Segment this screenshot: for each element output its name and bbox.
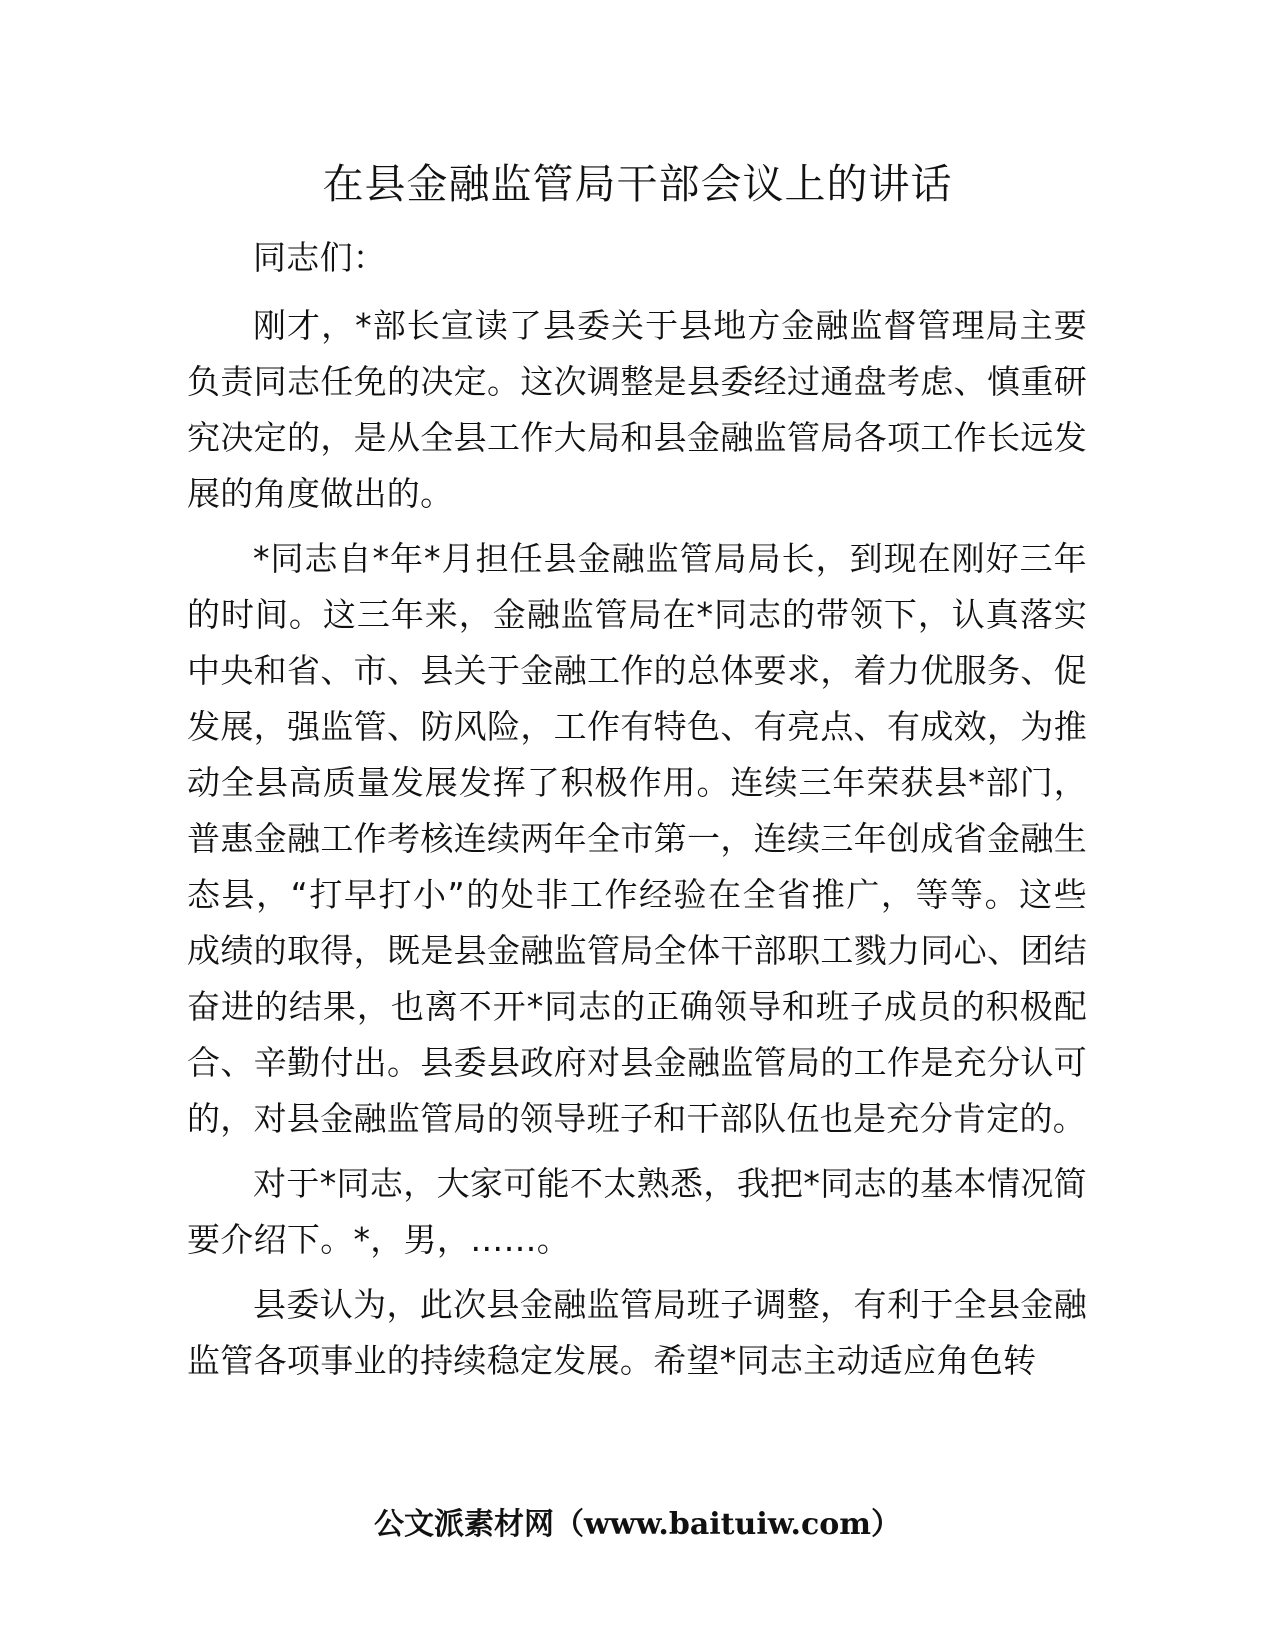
greeting: 同志们： — [253, 238, 387, 277]
paragraph-expectations: 县委认为，此次县金融监管局班子调整，有利于全县金融监管各项事业的持续稳定发展。希望*同志主动适应角色转 — [187, 1285, 1087, 1380]
paragraph-decision: 刚才，*部长宣读了县委关于县地方金融监督管理局主要负责同志任免的决定。这次调整是县委经过通盘考虑、慎重研究决定的，是从全县工作大局和县金融监管局各项工作长远发展的角度做出的。 — [187, 306, 1087, 513]
paragraph-introduction: 对于*同志，大家可能不太熟悉，我把*同志的基本情况简要介绍下。*，男，……。 — [187, 1164, 1087, 1259]
document-title: 在县金融监管局干部会议上的讲话 — [322, 160, 953, 208]
paragraph-achievements: *同志自*年*月担任县金融监管局局长，到现在刚好三年的时间。这三年来，金融监管局在*同志的带领下，认真落实中央和省、市、县关于金融工作的总体要求，着力优服务、促发展，强监管、防风险，工作有特色、有亮点、有成效，为推动全县高质量发展发挥了积极作用。连续三年荣获县*部门，普惠金融工作考核连续两年全市第一，连续三年创成省金融生态县，“打早打小”的处非工作经验在全省推广，等等。这些成绩的取得，既是县金融监管局全体干部职工戮力同心、团结奋进的结果，也离不开*同志的正确领导和班子成员的积极配合、辛勤付出。县委县政府对县金融监管局的工作是充分认可的，对县金融监管局的领导班子和干部队伍也是充分肯定的。 — [187, 539, 1087, 1138]
watermark-footer: 公文派素材网（www.baituiw.com） — [373, 1507, 902, 1542]
document-body — [187, 230, 1087, 1398]
